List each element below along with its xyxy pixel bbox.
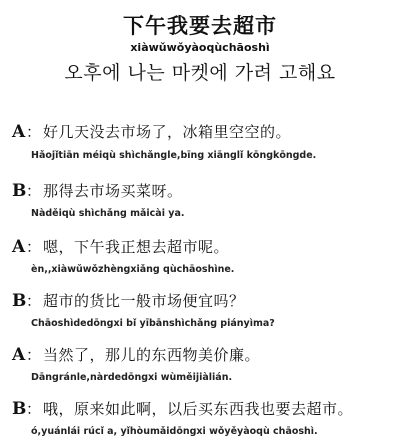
speaker-colon: ： [26, 238, 42, 256]
speaker-label: B [12, 399, 27, 419]
dialogue-line [12, 290, 398, 311]
speaker-colon: ： [26, 182, 42, 200]
lesson-title-korean: 오후에 나는 마켓에 가려 고해요 [64, 62, 336, 84]
speaker-colon: ： [26, 400, 42, 418]
speaker-label: A [12, 237, 26, 257]
dialogue-line [12, 344, 398, 365]
dialogue-line [12, 398, 398, 419]
dialogue-text: 哦，原来如此啊，以后买东西我也要去超市。 [43, 400, 354, 418]
speaker-label: A [12, 122, 26, 142]
dialogue-line [12, 180, 398, 201]
dialogue-pinyin: Nàděiqù shìchǎng mǎicài ya. [31, 208, 185, 219]
dialogue-text: 超市的货比一般市场便宜吗？ [43, 292, 245, 310]
speaker-label: B [12, 181, 27, 201]
dialogue-pinyin: ó,yuánlái rúcǐ a, yǐhòumǎidōngxi wǒyěyàoqù chāoshì. [31, 426, 318, 437]
dialogue-text: 嗯，下午我正想去超市呢。 [43, 238, 230, 256]
dialogue-text: 那得去市场买菜呀。 [43, 182, 183, 200]
dialogue-pinyin: Hǎojǐtiān méiqù shìchǎngle,bīng xiānglǐ kōngkōngde. [31, 150, 317, 161]
lesson-title-pinyin: xiàwǔwǒyàoqùchāoshì [130, 41, 270, 54]
lesson-title: 下午我要去超市 [123, 14, 277, 38]
dialogue-pinyin: Chāoshìdedōngxi bǐ yībānshìchǎng piányìma? [31, 318, 275, 329]
dialogue-text: 当然了，那儿的东西物美价廉。 [43, 346, 261, 364]
speaker-colon: ： [26, 346, 42, 364]
dialogue-pinyin: èn,,xiàwǔwǒzhèngxiǎng qùchāoshìne. [31, 264, 235, 275]
dialogue-line [12, 236, 398, 257]
dialogue-pinyin: Dāngránle,nàrdedōngxi wùměijiàlián. [31, 372, 233, 383]
speaker-colon: ： [26, 123, 42, 141]
dialogue-text: 好几天没去市场了，冰箱里空空的。 [43, 123, 292, 141]
speaker-label: B [12, 291, 27, 311]
dialogue-line [12, 121, 398, 142]
speaker-label: A [12, 345, 26, 365]
speaker-colon: ： [26, 292, 42, 310]
